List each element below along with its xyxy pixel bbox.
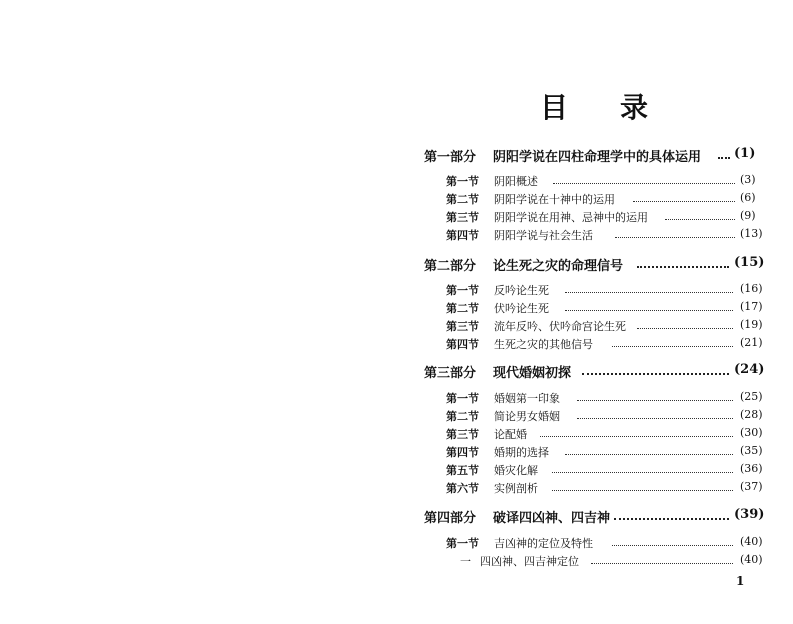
toc-part[interactable] [0,146,793,170]
section-label: 第六节 [446,482,479,495]
toc-section[interactable] [0,408,793,426]
section-label: 第三节 [446,320,479,333]
section-title: 简论男女婚姻 [494,410,560,423]
subitem-number: 一 [460,555,471,568]
section-page: (36) [740,462,763,475]
part-label: 第三部分 [424,366,477,381]
toc-section[interactable] [0,462,793,480]
section-title: 阴阳概述 [494,175,538,188]
section-title: 反吟论生死 [494,284,549,297]
section-label: 第二节 [446,193,479,206]
page-title-char-1: 目 [540,91,571,124]
section-title: 阴阳学说与社会生活 [494,229,593,242]
toc-part[interactable] [0,362,793,386]
part-title: 阴阳学说在四柱命理学中的具体运用 [493,150,702,165]
leader-dots [577,408,733,419]
leader-dots [553,173,735,184]
toc-section[interactable] [0,191,793,209]
part-title: 论生死之灾的命理信号 [493,259,624,274]
leader-dots [591,553,733,564]
leader-dots [665,209,735,220]
page-title-char-2: 录 [620,91,651,124]
section-label: 第五节 [446,464,479,477]
toc-section[interactable] [0,300,793,318]
part-title: 破译四凶神、四吉神 [493,511,611,526]
toc-section[interactable] [0,173,793,191]
section-label: 第二节 [446,302,479,315]
section-label: 第三节 [446,211,479,224]
leader-dots [540,426,733,437]
leader-dots [565,444,733,455]
section-label: 第四节 [446,446,479,459]
part-title: 现代婚姻初探 [493,366,572,381]
section-page: (35) [740,444,763,457]
toc-part[interactable] [0,255,793,279]
section-title: 实例剖析 [494,482,538,495]
leader-dots [637,255,729,268]
leader-dots [633,191,735,202]
section-title: 阴阳学说在用神、忌神中的运用 [494,211,648,224]
section-title: 阴阳学说在十神中的运用 [494,193,615,206]
leader-dots [614,507,729,520]
leader-dots [552,462,733,473]
toc-section[interactable] [0,282,793,300]
leader-dots [565,300,733,311]
toc-section[interactable] [0,318,793,336]
toc-subitem[interactable] [0,553,793,571]
section-page: (21) [740,336,763,349]
part-label: 第四部分 [424,511,477,526]
section-title: 婚姻第一印象 [494,392,560,405]
toc-section[interactable] [0,480,793,498]
leader-dots [612,535,733,546]
section-title: 吉凶神的定位及特性 [494,537,593,550]
toc-part[interactable] [0,507,793,531]
toc-section[interactable] [0,336,793,354]
leader-dots [718,146,730,159]
page-number: 1 [736,574,745,588]
leader-dots [565,282,733,293]
section-label: 第四节 [446,338,479,351]
section-page: (40) [740,535,763,548]
leader-dots [577,390,733,401]
section-title: 生死之灾的其他信号 [494,338,593,351]
leader-dots [552,480,733,491]
section-page: (16) [740,282,763,295]
toc-section[interactable] [0,390,793,408]
toc-section[interactable] [0,535,793,553]
section-label: 第一节 [446,537,479,550]
leader-dots [582,362,729,375]
part-page: (24) [734,362,765,377]
section-page: (37) [740,480,763,493]
subitem-page: (40) [740,553,763,566]
part-label: 第一部分 [424,150,477,165]
section-page: (25) [740,390,763,403]
leader-dots [612,336,733,347]
section-page: (30) [740,426,763,439]
part-page: (1) [734,146,756,161]
toc-section[interactable] [0,426,793,444]
section-label: 第三节 [446,428,479,441]
leader-dots [615,227,735,238]
leader-dots [637,318,733,329]
section-title: 伏吟论生死 [494,302,549,315]
toc-section[interactable] [0,444,793,462]
section-title: 论配婚 [494,428,527,441]
part-label: 第二部分 [424,259,477,274]
part-page: (39) [734,507,765,522]
section-label: 第四节 [446,229,479,242]
section-title: 婚灾化解 [494,464,538,477]
section-page: (28) [740,408,763,421]
section-page: (3) [740,173,756,186]
section-title: 婚期的选择 [494,446,549,459]
section-label: 第一节 [446,175,479,188]
toc-section[interactable] [0,227,793,245]
section-page: (19) [740,318,763,331]
section-page: (6) [740,191,756,204]
section-page: (13) [740,227,763,240]
section-label: 第一节 [446,392,479,405]
section-page: (9) [740,209,756,222]
section-label: 第一节 [446,284,479,297]
part-page: (15) [734,255,765,270]
toc-section[interactable] [0,209,793,227]
section-page: (17) [740,300,763,313]
section-label: 第二节 [446,410,479,423]
subitem-title: 四凶神、四吉神定位 [480,555,579,568]
section-title: 流年反吟、伏吟命宫论生死 [494,320,626,333]
